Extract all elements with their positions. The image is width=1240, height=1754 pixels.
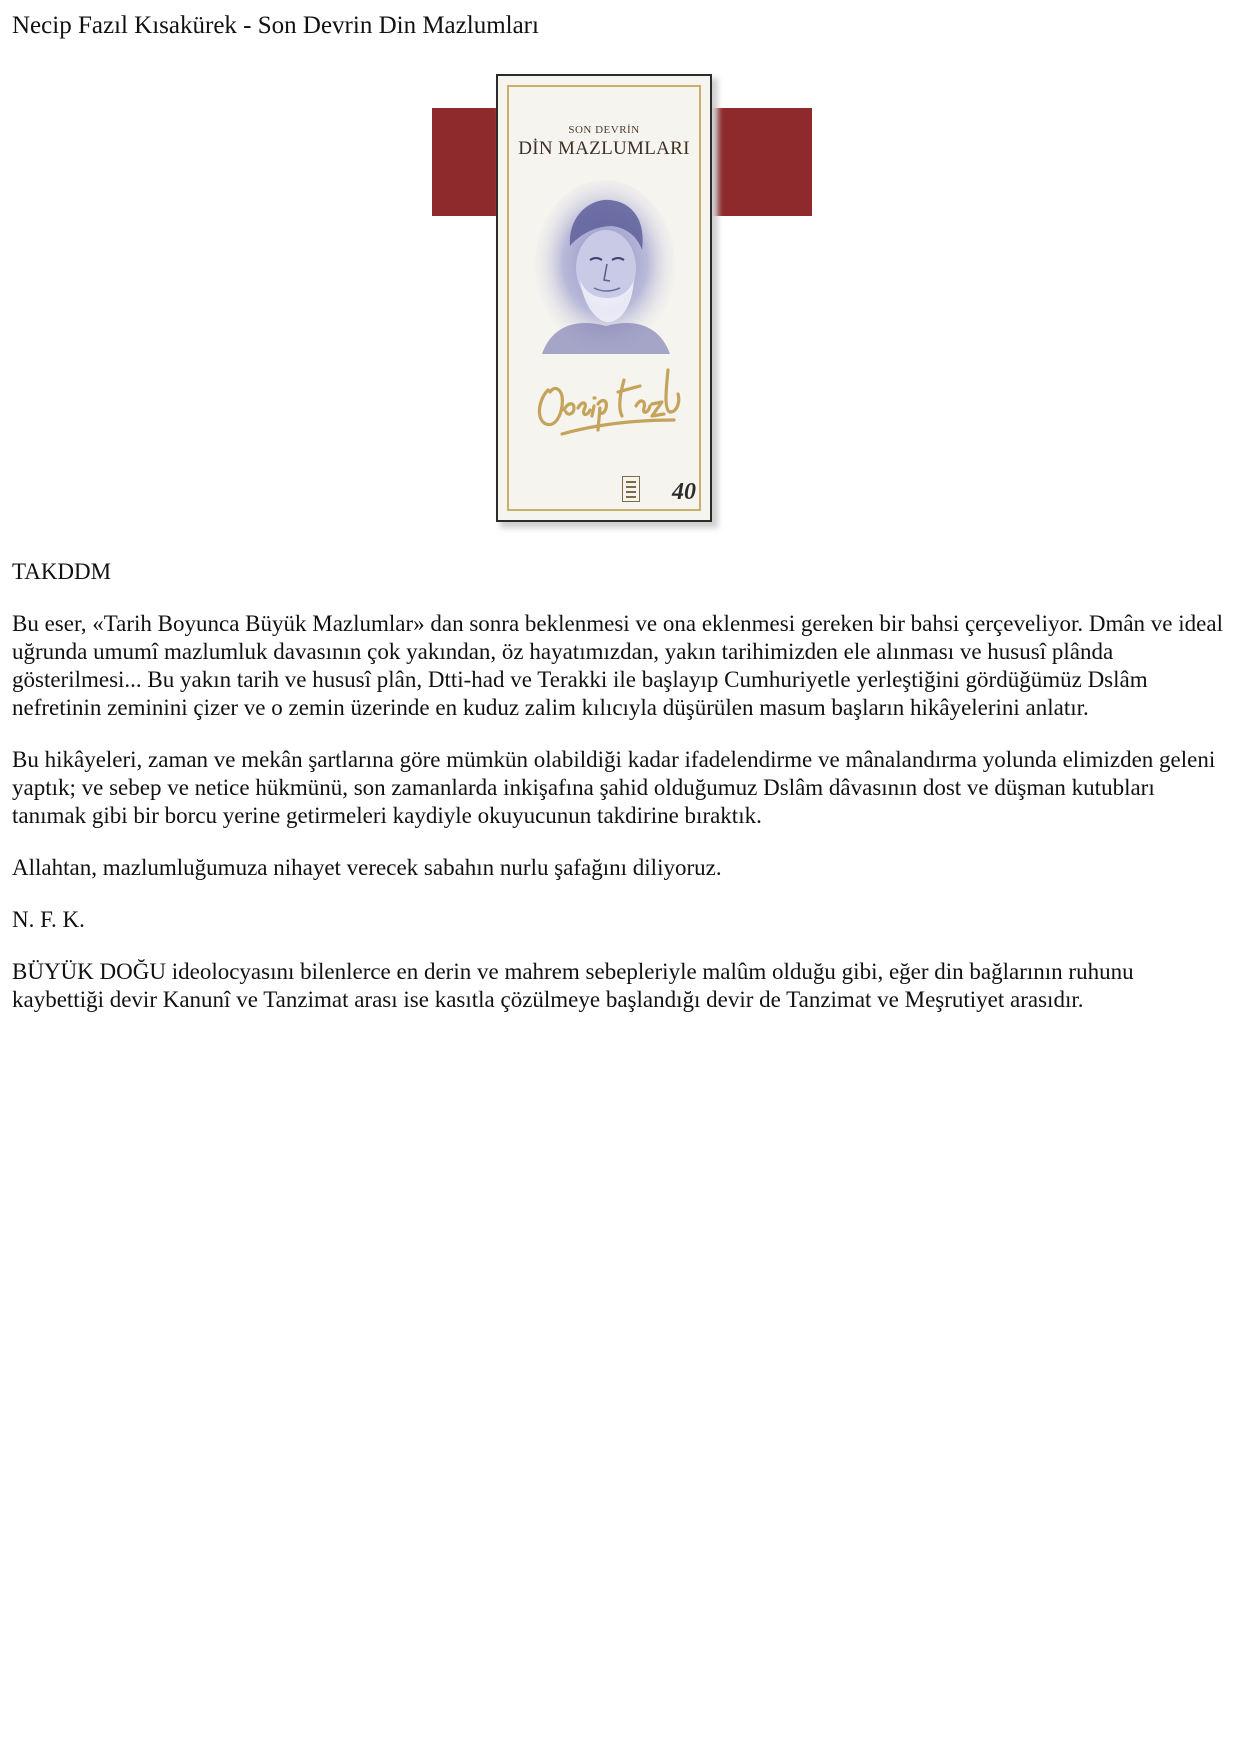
author-portrait xyxy=(532,176,678,354)
paragraph: BÜYÜK DOĞU ideolocyasını bilenlerce en derin ve mahrem sebepleriyle malûm olduğu gibi, eğer din bağlarının ruhunu kaybettiği devir Kanunî ve Tanzimat arası ise kasıtla çözülmeye başlandığı devir de Tanzimat ve Meşrutiyet arasıdır. xyxy=(12,959,1134,1012)
publisher-logo xyxy=(622,476,640,502)
paragraph: Bu hikâyeleri, zaman ve mekân şartlarına göre mümkün olabildiği kadar ifadelendirme ve mânalandırma yolunda elimizden geleni yaptık; ve sebep ve netice hükmünü, son zamanlarda inkişafına şahid olduğumuz Dslâm dâvasının dost ve düşman kutubları tanımak gibi bir borcu yerine getirmeleri kaydiyle okuyucunun takdirine bıraktık. xyxy=(12,747,1216,828)
book-cover-image xyxy=(432,74,812,532)
document-body xyxy=(12,558,1228,1038)
book-cover xyxy=(496,74,712,522)
paragraph-initials: N. F. K. xyxy=(12,907,85,932)
author-signature xyxy=(528,350,684,440)
document-title: Necip Fazıl Kısakürek - Son Devrin Din Mazlumları xyxy=(12,12,539,39)
paragraph: Bu eser, «Tarih Boyunca Büyük Mazlumlar» dan sonra beklenmesi ve ona eklenmesi gereken bir bahsi çerçeveliyor. Dmân ve ideal uğrunda umumî mazlumluk davasının çok yakından, öz hayatımızdan, yakın tarihimizden ele alınması ve hususî plânda gösterilmesi... Bu yakın tarih ve hususî plân, Dtti-had ve Terakki ile başlayıp Cumhuriyetle yerleştiğini gördüğümüz Dslâm nefretinin zeminini çizer ve o zemin üzerinde en kuduz zalim kılıcıyla düşürülen masum başların hikâyelerini anlatır. xyxy=(12,611,1223,720)
section-heading: TAKDDM xyxy=(12,559,112,584)
cover-volume-number: 40 xyxy=(672,479,696,505)
cover-title: DİN MAZLUMLARI xyxy=(518,138,690,159)
paragraph: Allahtan, mazlumluğumuza nihayet verecek sabahın nurlu şafağını diliyoruz. xyxy=(12,855,722,880)
cover-subtitle: SON DEVRİN xyxy=(568,124,640,136)
